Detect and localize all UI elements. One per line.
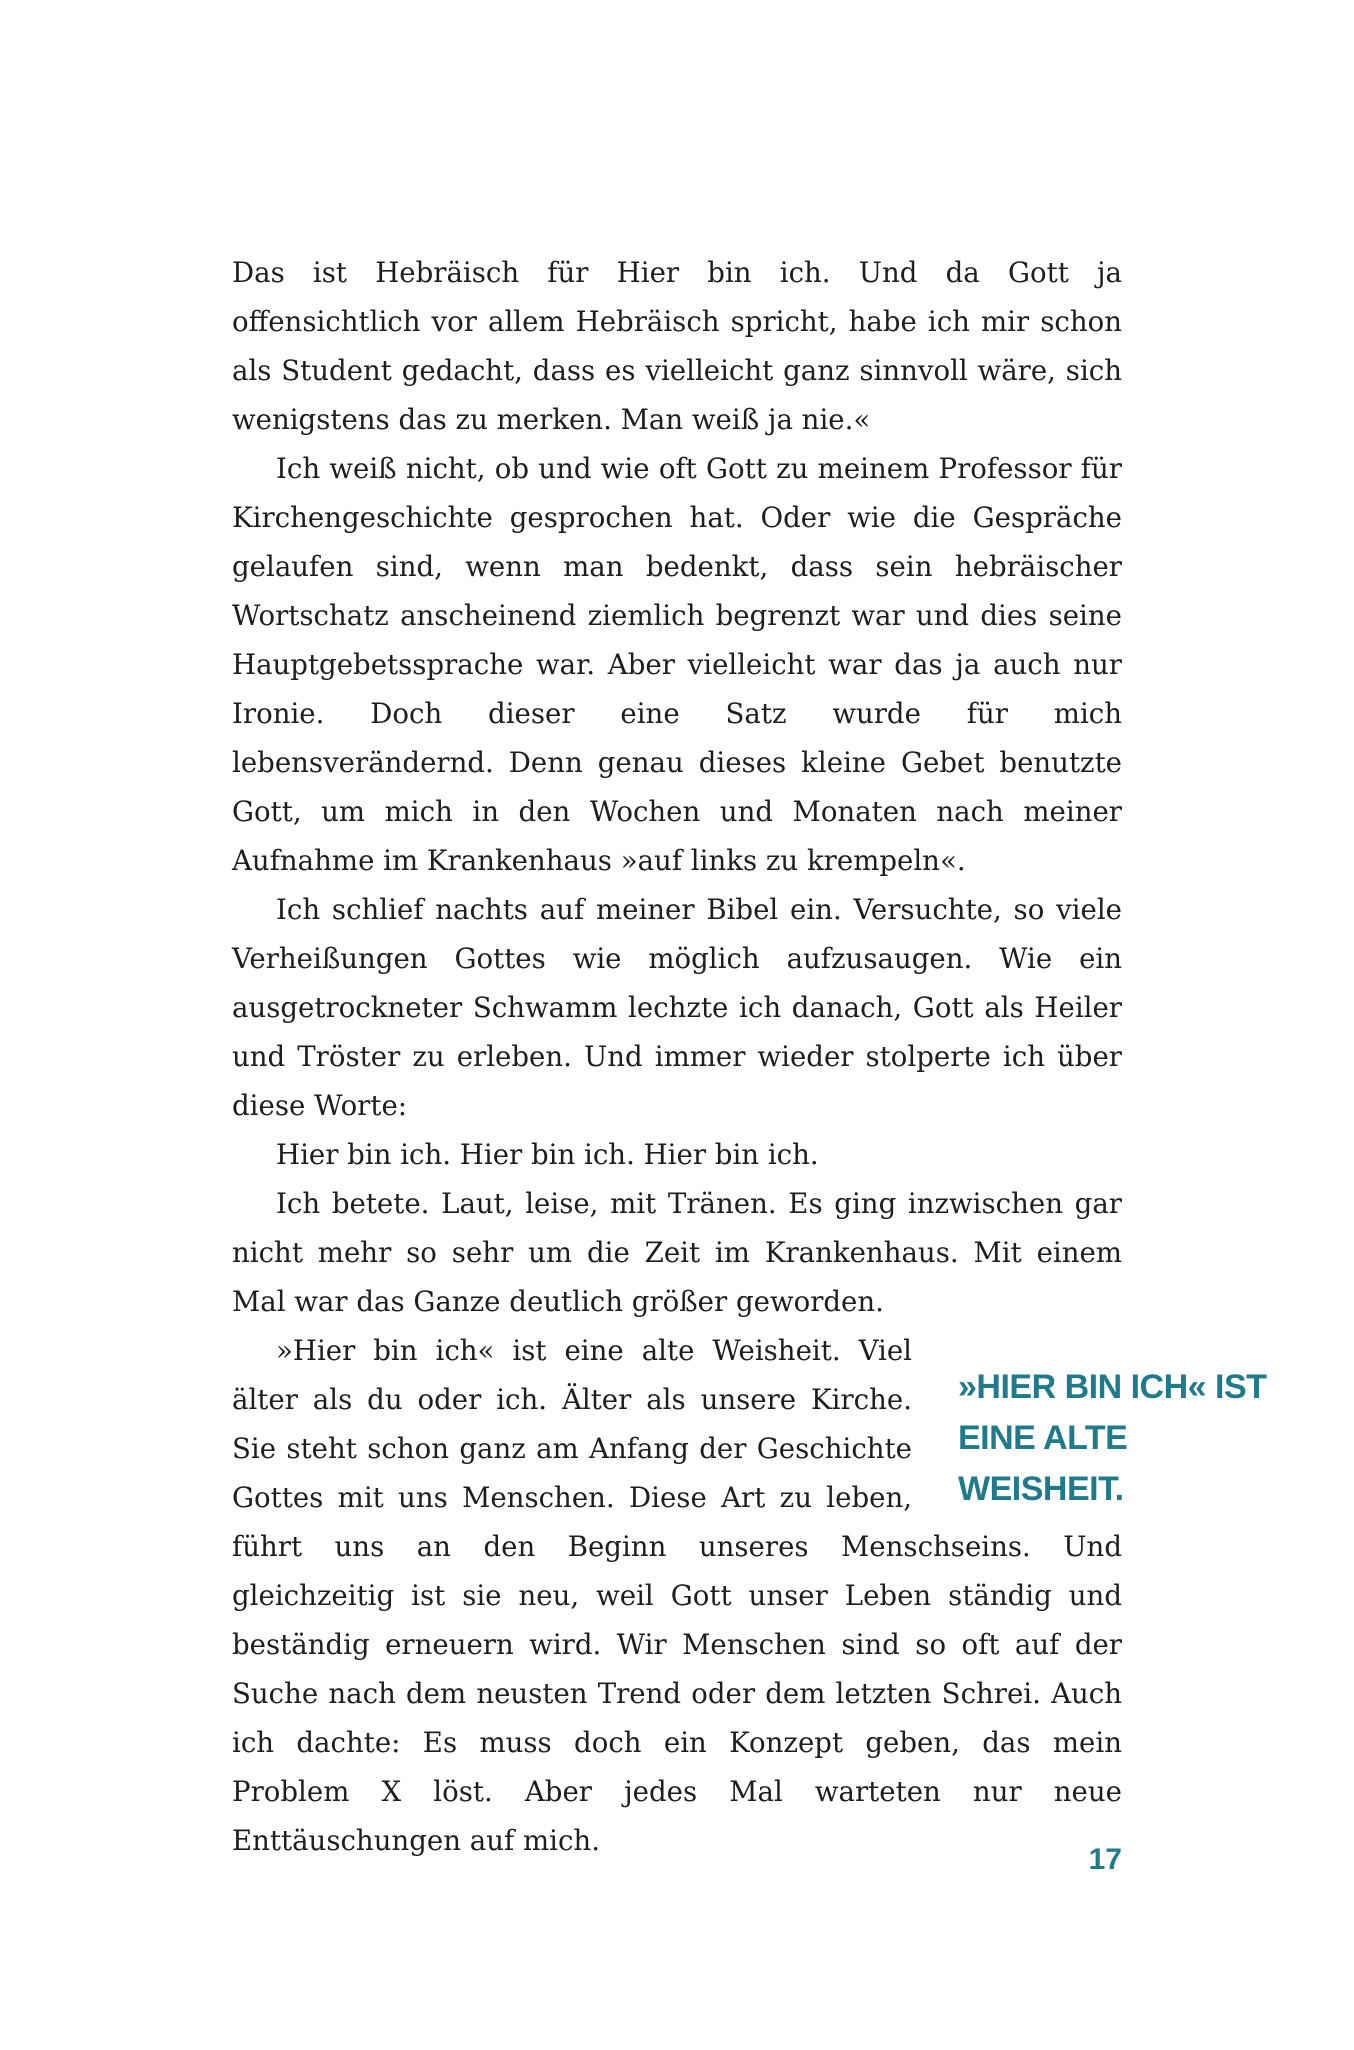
pullquote [958,1362,1268,1515]
body-text [232,248,1122,1865]
page-number: 17 [1088,1843,1122,1876]
paragraph-3: Ich schlief nachts auf meiner Bibel ein. Versuchte, so viele Verheißungen Gottes wie möglich aufzusaugen. Wie ein ausgetrockneter Schwamm lechzte ich danach, Gott als Heiler und Tröster zu erleben. Und immer wieder stolperte ich über diese Worte: [232,893,1122,1122]
pullquote-line-2: EINE ALTE WEISHEIT. [958,1419,1128,1508]
paragraph-2: Ich weiß nicht, ob und wie oft Gott zu meinem Professor für Kirchengeschichte gesprochen hat. Oder wie die Gespräche gelaufen sind, wenn man bedenkt, dass sein hebräischer Wortschatz anscheinend ziemlich begrenzt war und dies seine Hauptgebetssprache war. Aber vielleicht war das ja auch nur Ironie. Doch dieser eine Satz wurde für mich lebensverändernd. Denn genau dieses kleine Gebet benutzte Gott, um mich in den Wochen und Monaten nach meiner Aufnahme im Krankenhaus »auf links zu krempeln«. [232,452,1122,877]
paragraph-6: »Hier bin ich« ist eine alte Weisheit. Viel älter als du oder ich. Älter als unsere Kirche. Sie steht schon ganz am Anfang der Geschichte Gottes mit uns Menschen. Diese Art zu leben, führt uns an den Beginn unseres Menschseins. Und gleichzeitig ist sie neu, weil Gott unser Leben ständig und beständig erneuern wird. Wir Menschen sind so oft auf der Suche nach dem neusten Trend oder dem letzten Schrei. Auch ich dachte: Es muss doch ein Konzept geben, das mein Problem X löst. Aber jedes Mal warteten nur neue Enttäuschungen auf mich. [232,1334,1122,1857]
paragraph-5: Ich betete. Laut, leise, mit Tränen. Es ging inzwischen gar nicht mehr so sehr um die Zeit im Krankenhaus. Mit einem Mal war das Ganze deutlich größer geworden. [232,1187,1122,1318]
paragraph-4: Hier bin ich. Hier bin ich. Hier bin ich. [276,1138,819,1171]
pullquote-line-1: »HIER BIN ICH« IST [958,1368,1267,1406]
paragraph-1: Das ist Hebräisch für Hier bin ich. Und da Gott ja offensichtlich vor allem Hebräisch spricht, habe ich mir schon als Student gedacht, dass es vielleicht ganz sinnvoll wäre, sich wenigstens das zu merken. Man weiß ja nie.« [232,256,1122,436]
